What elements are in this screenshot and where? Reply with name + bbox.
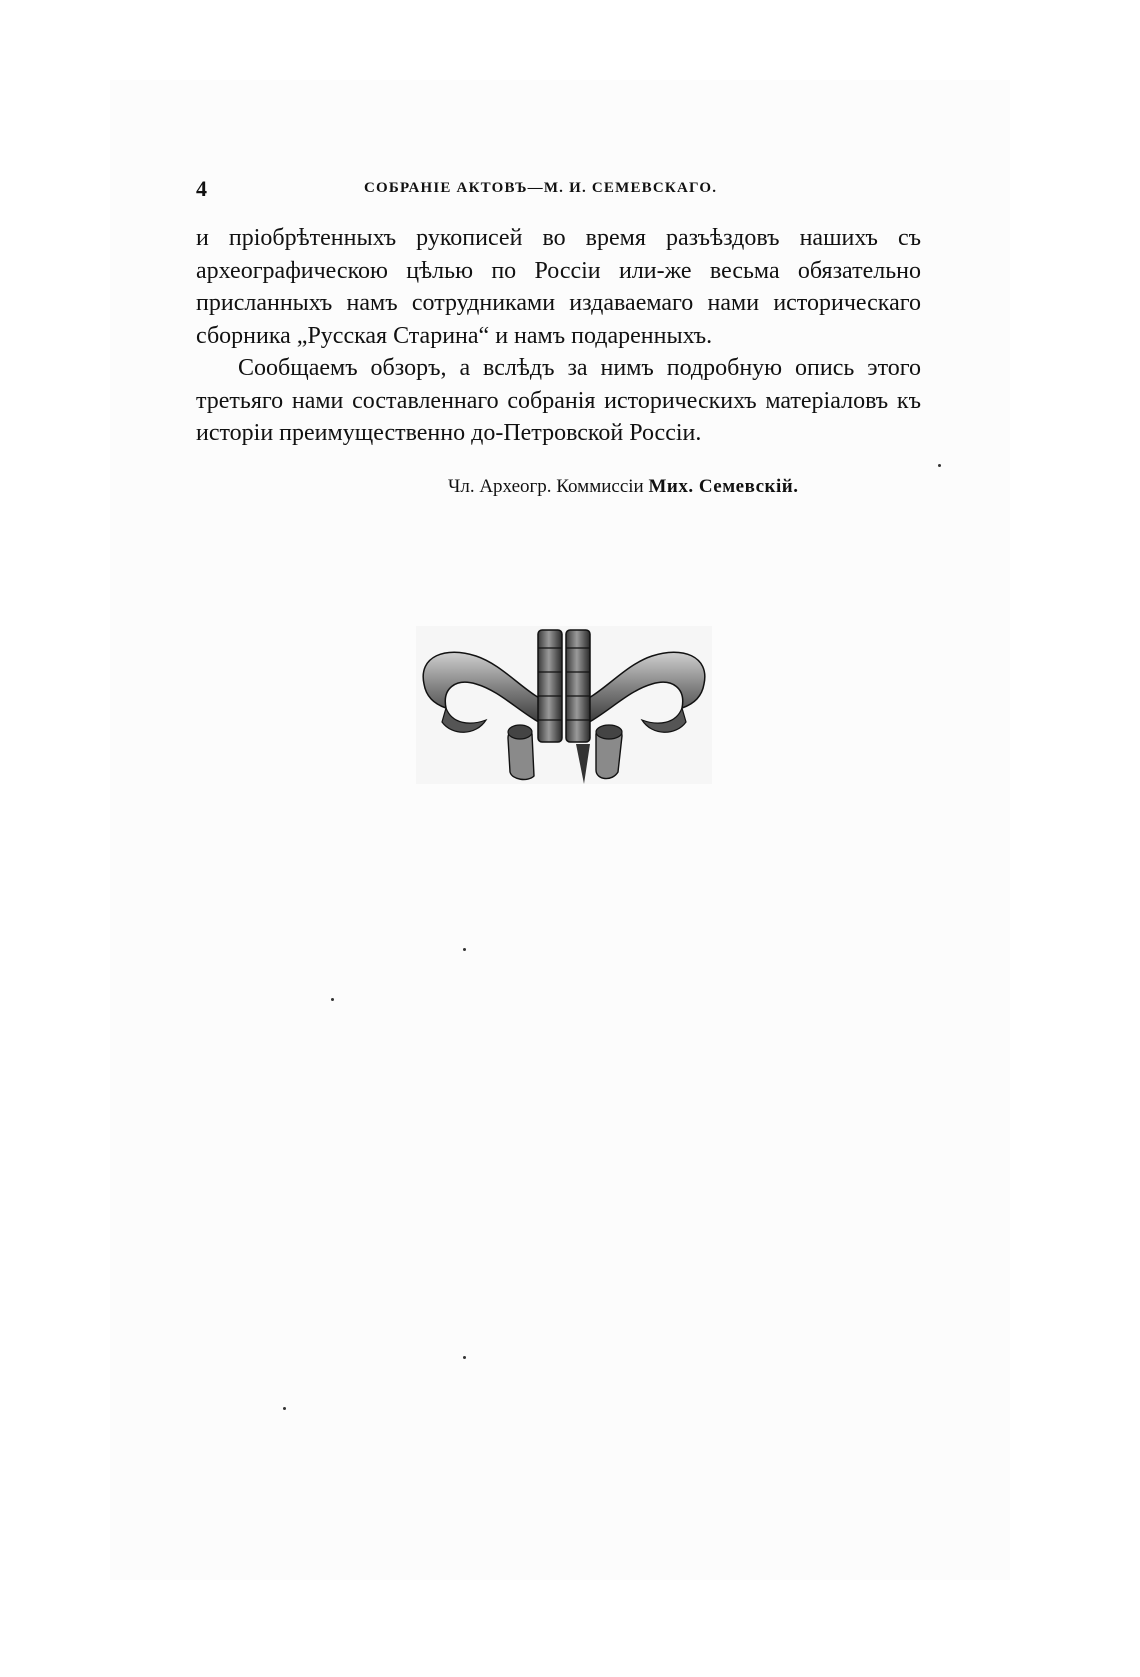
print-speck <box>463 1356 466 1359</box>
print-speck <box>331 998 334 1001</box>
page-number: 4 <box>196 176 207 201</box>
print-speck <box>463 948 466 951</box>
print-speck <box>283 1407 286 1410</box>
signature <box>448 476 798 498</box>
page-header <box>196 176 921 202</box>
signature-name: Мих. Семевскій. <box>648 476 799 497</box>
books-and-ribbon-ornament-icon <box>416 626 712 784</box>
paragraph-continuation: и пріобрѣтенныхъ рукописей во время разъѣздовъ нашихъ съ археографическою цѣлью по Россіи или-же весьма обязательно присланныхъ намъ сотрудниками издаваемаго нами историческаго сборника „Русская Старина“ и намъ подаренныхъ. <box>196 225 921 349</box>
signature-role: Чл. Археогр. Коммиссіи <box>448 476 644 497</box>
running-title: СОБРАНІЕ АКТОВЪ—М. И. СЕМЕВСКАГО. <box>364 180 718 196</box>
print-speck <box>938 464 941 467</box>
paragraph-overview: Сообщаемъ обзоръ, а вслѣдъ за нимъ подробную опись этого третьяго нами составленнаго собранія историческихъ матеріаловъ къ исторіи преимущественно до-Петровской Россіи. <box>196 355 921 446</box>
body-text <box>196 222 921 450</box>
